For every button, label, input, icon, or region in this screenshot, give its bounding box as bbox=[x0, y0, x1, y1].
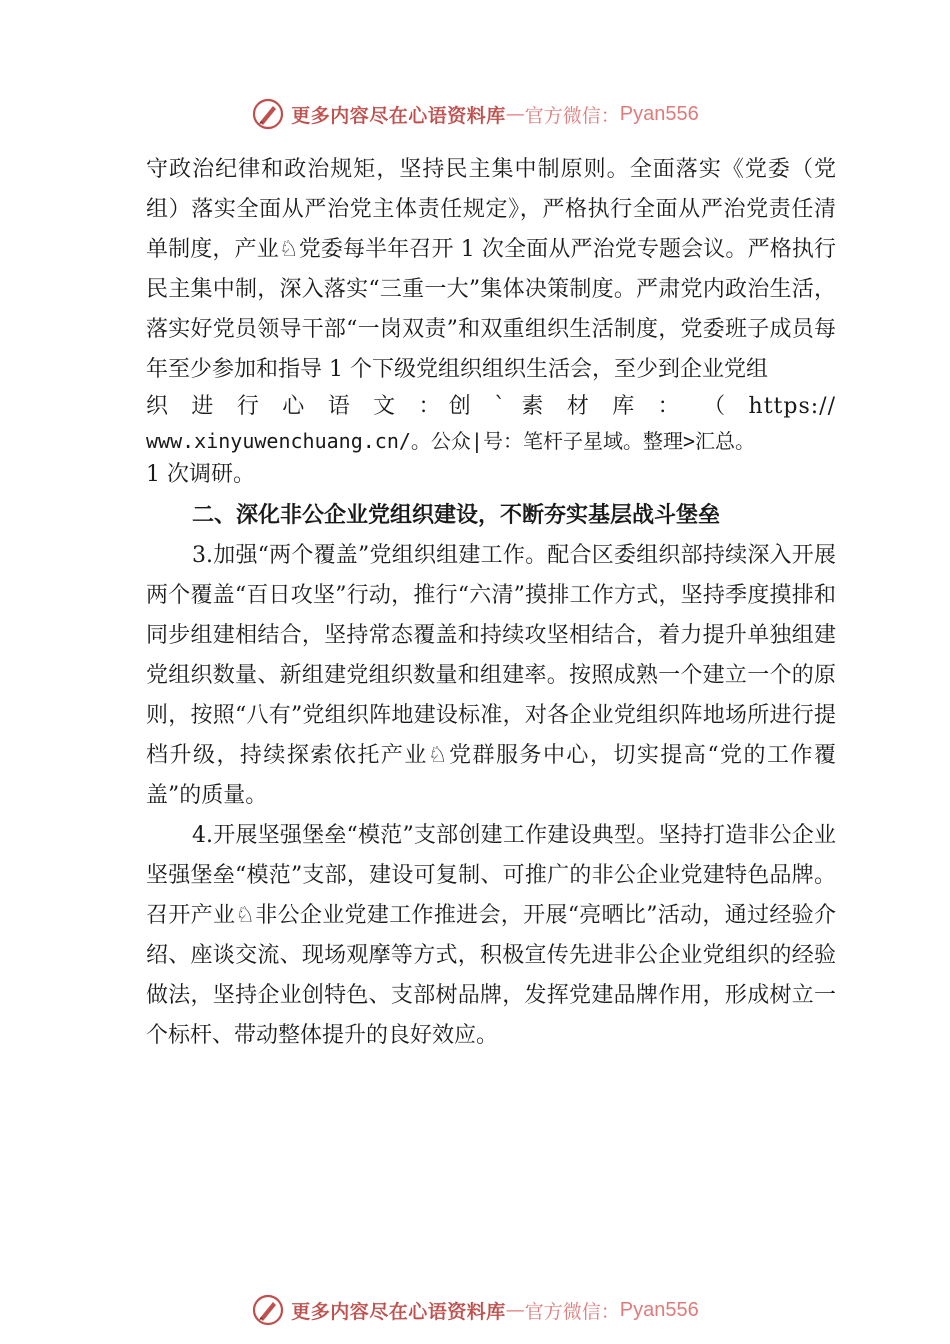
banner-official: 官方微信： bbox=[524, 104, 620, 127]
banner-handle: Pyan556 bbox=[619, 102, 699, 125]
watermark-line-1: 织 进 行 心 语 文 ：创 ` 素 材 库 ： （ https:// bbox=[146, 394, 836, 419]
inline-watermark bbox=[146, 390, 836, 458]
document-body bbox=[146, 150, 836, 1056]
section-heading-2: 二、深化非公企业党组织建设，不断夯实基层战斗堡垒 bbox=[192, 503, 721, 528]
pen-circle-logo-icon bbox=[251, 97, 285, 131]
paragraph-3: 3.加强“两个覆盖”党组织组建工作。配合区委组织部持续深入开展两个覆盖“百日攻坚”行动，推行“六清”摸排工作方式，坚持季度摸排和同步组建相结合，坚持常态覆盖和持续攻坚相结合，着力提升单独组建党组织数量、新组建党组织数量和组建率。按照成熟一个建立一个的原则，按照“八有”党组织阵地建设标准，对各企业党组织阵地场所进行提档升级，持续探索依托产业♘党群服务中心，切实提高“党的工作覆盖”的质量。 bbox=[146, 543, 836, 808]
banner-separator: — bbox=[505, 103, 525, 125]
pen-circle-logo-icon bbox=[251, 1293, 285, 1327]
banner-brand: 更多内容尽在心语资料库 bbox=[291, 104, 506, 127]
header-banner bbox=[0, 94, 950, 134]
paragraph-1-tail: 1 次调研。 bbox=[146, 462, 255, 487]
footer-brand: 更多内容尽在心语资料库 bbox=[291, 1300, 506, 1323]
paragraph-4: 4.开展坚强堡垒“模范”支部创建工作建设典型。坚持打造非公企业坚强堡垒“模范”支部，建设可复制、可推广的非公企业党建特色品牌。召开产业♘非公企业党建工作推进会，开展“亮晒比”活动，通过经验介绍、座谈交流、现场观摩等方式，积极宣传先进非公企业党组织的经验做法，坚持企业创特色、支部树品牌，发挥党建品牌作用，形成树立一个标杆、带动整体提升的良好效应。 bbox=[146, 823, 836, 1048]
footer-banner bbox=[0, 1290, 950, 1330]
paragraph-1: 守政治纪律和政治规矩，坚持民主集中制原则。全面落实《党委（党组）落实全面从严治党主体责任规定》，严格执行全面从严治党责任清单制度，产业♘党委每半年召开 1 次全面从严治党专题会议。严格执行民主集中制，深入落实“三重一大”集体决策制度。严肃党内政治生活，落实好党员领导干部“一岗双责”和双重组织生活制度，党委班子成员每年至少参加和指导 1 个下级党组织组织生活会，至少到企业党组 bbox=[146, 157, 836, 382]
footer-separator: — bbox=[505, 1299, 525, 1321]
footer-official: 官方微信： bbox=[524, 1300, 620, 1323]
watermark-line-2: www.xinyuwenchuang.cn/。公众|号：笔杆子星域。整理>汇总。 bbox=[146, 429, 755, 453]
footer-handle: Pyan556 bbox=[619, 1298, 699, 1321]
